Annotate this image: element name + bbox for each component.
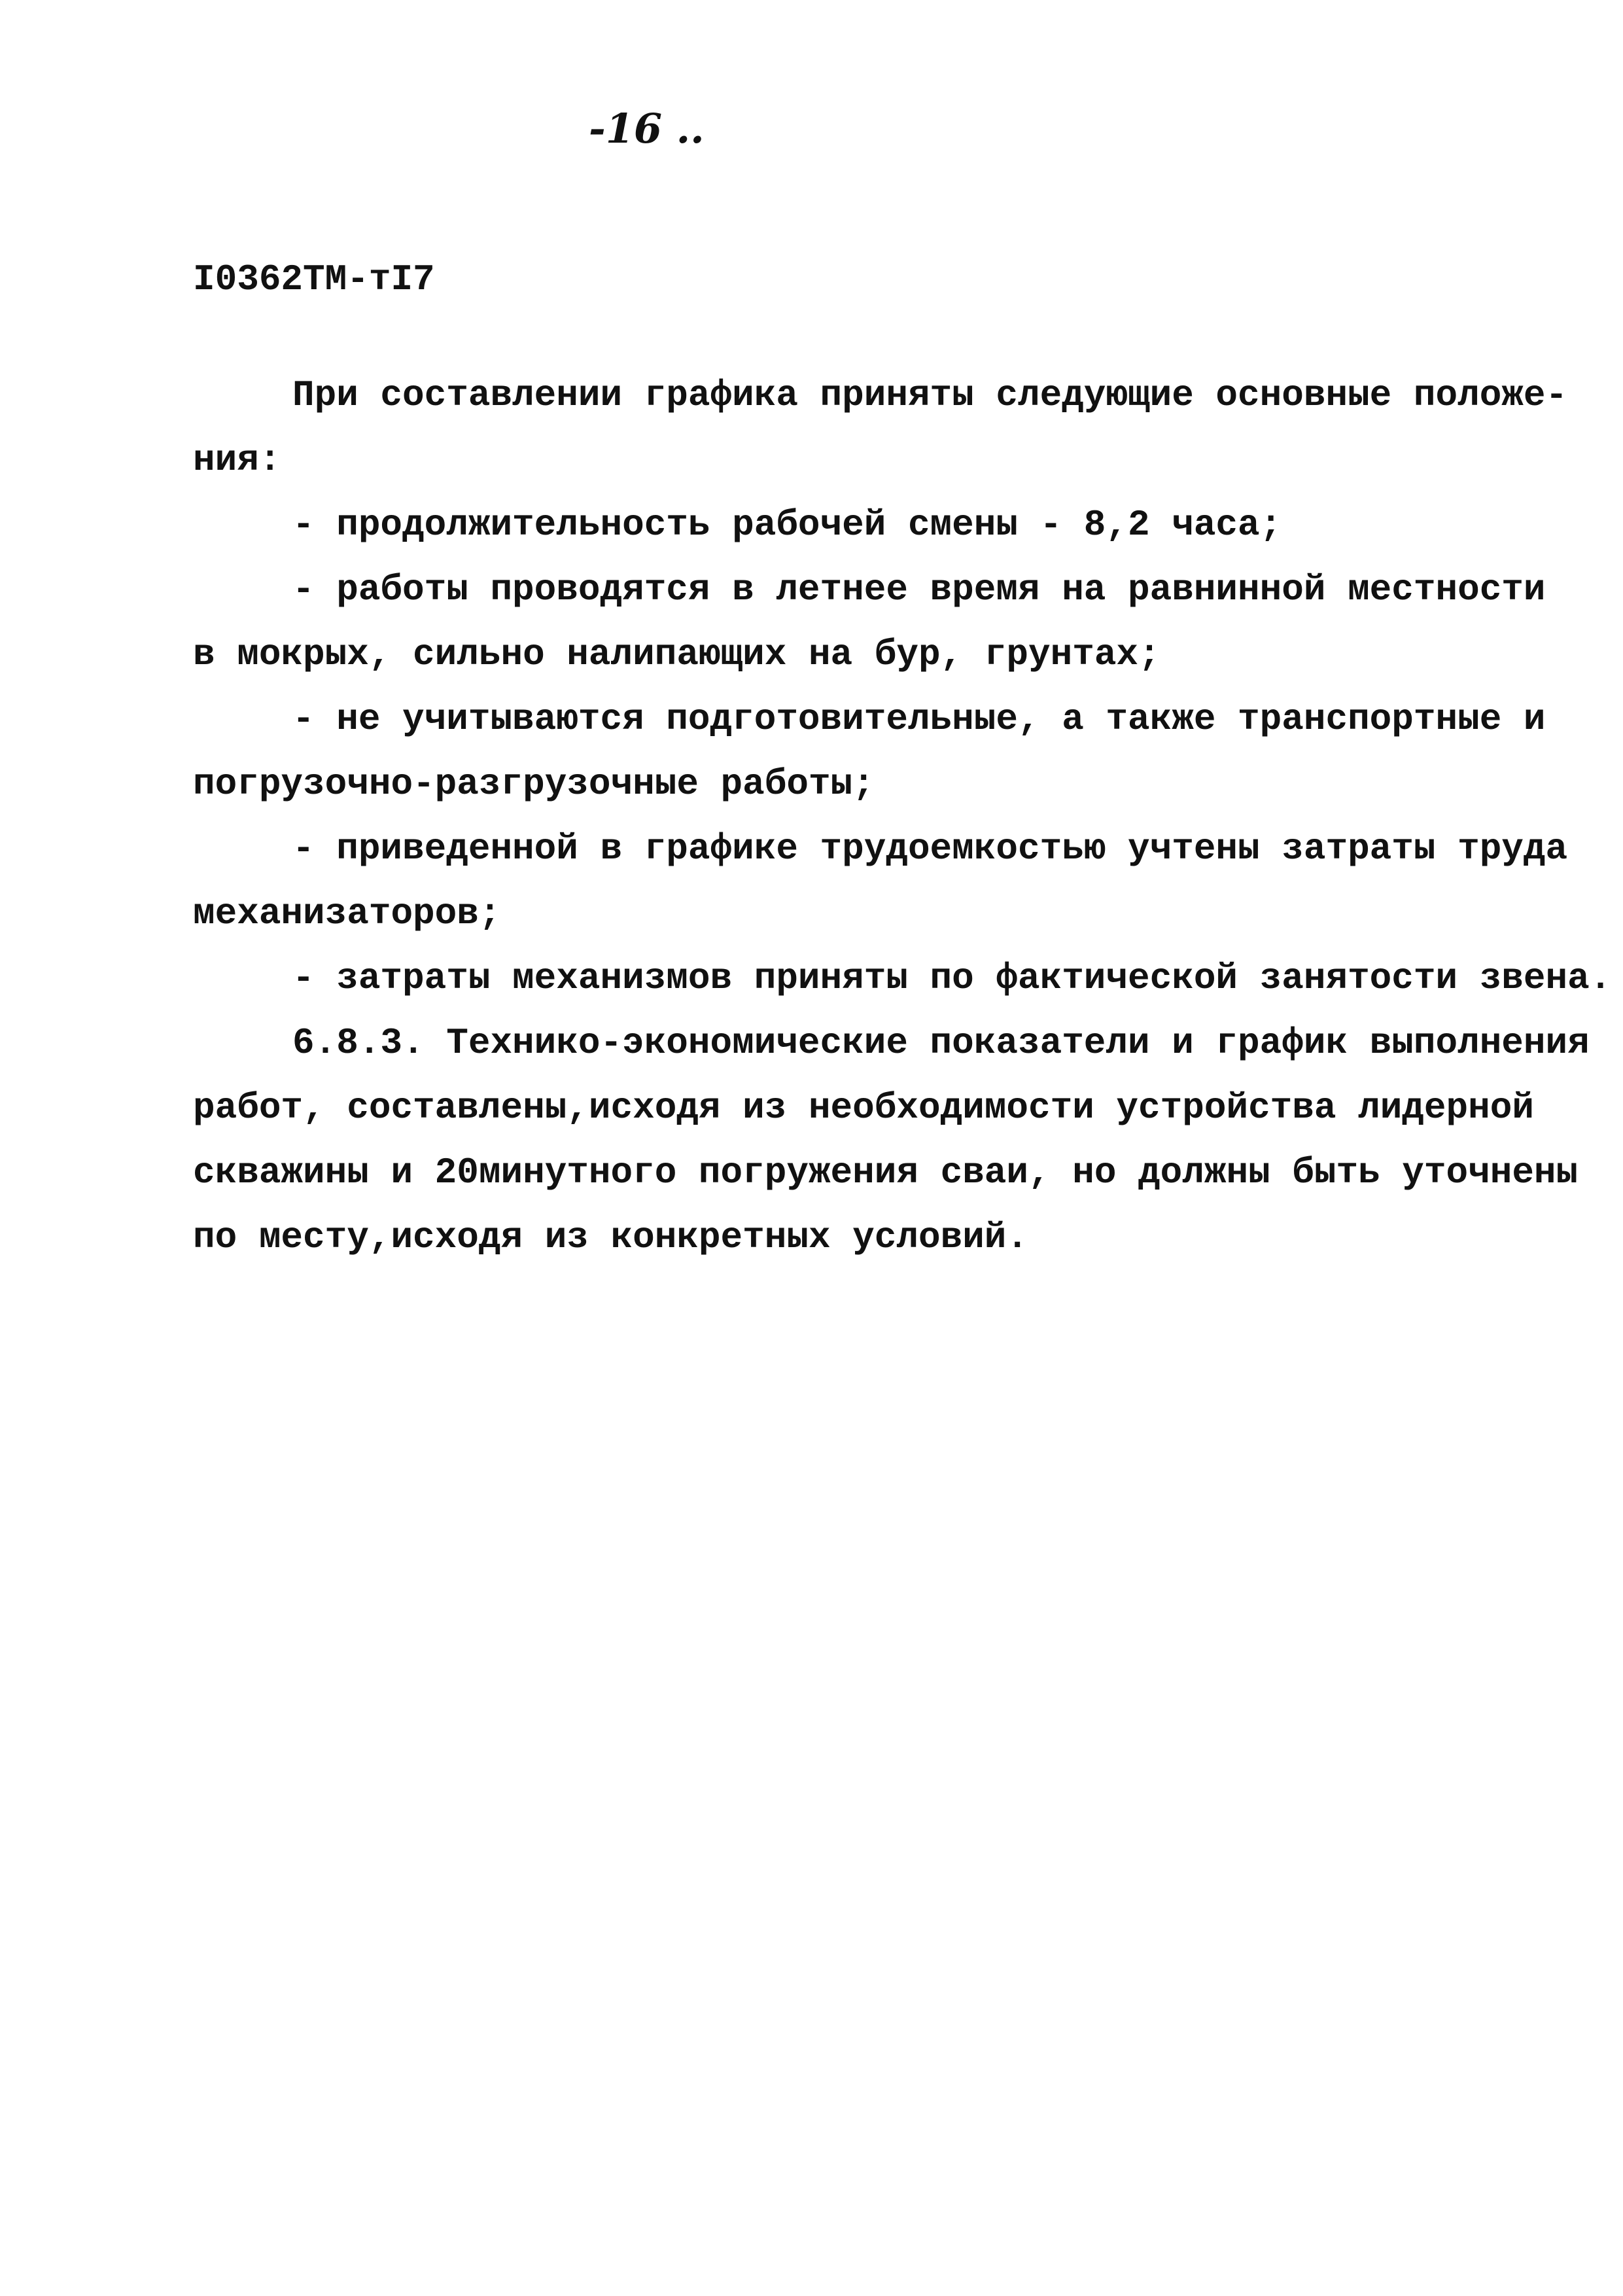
body-text — [193, 363, 1612, 1270]
text-line: При составлении графика приняты следующие основные положе- — [292, 374, 1568, 416]
text-line: погрузочно-разгрузочные работы; — [193, 763, 875, 805]
text-line: - затраты механизмов приняты по фактической занятости звена. — [292, 957, 1612, 999]
text-line: работ, составлены,исходя из необходимости устройства лидерной — [193, 1087, 1534, 1129]
text-line: - приведенной в графике трудоемкостью учтены затраты труда — [292, 828, 1568, 870]
text-line: - не учитываются подготовительные, а также транспортные и — [292, 698, 1546, 740]
document-code: I0362ТМ-тI7 — [193, 258, 435, 300]
text-line: скважины и 20минутного погружения сваи, но должны быть уточнены — [193, 1152, 1579, 1193]
text-line: 6.8.3. Технико-экономические показатели и график выполнения — [292, 1022, 1590, 1064]
text-line: механизаторов; — [193, 892, 501, 934]
page-number: -16 .. — [589, 105, 705, 152]
text-line: ния: — [193, 439, 281, 481]
text-line: в мокрых, сильно налипающих на бур, грунтах; — [193, 633, 1161, 675]
text-line: - работы проводятся в летнее время на равнинной местности — [292, 569, 1546, 610]
text-line: - продолжительность рабочей смены - 8,2 часа; — [292, 504, 1282, 546]
text-line: по месту,исходя из конкретных условий. — [193, 1216, 1029, 1258]
